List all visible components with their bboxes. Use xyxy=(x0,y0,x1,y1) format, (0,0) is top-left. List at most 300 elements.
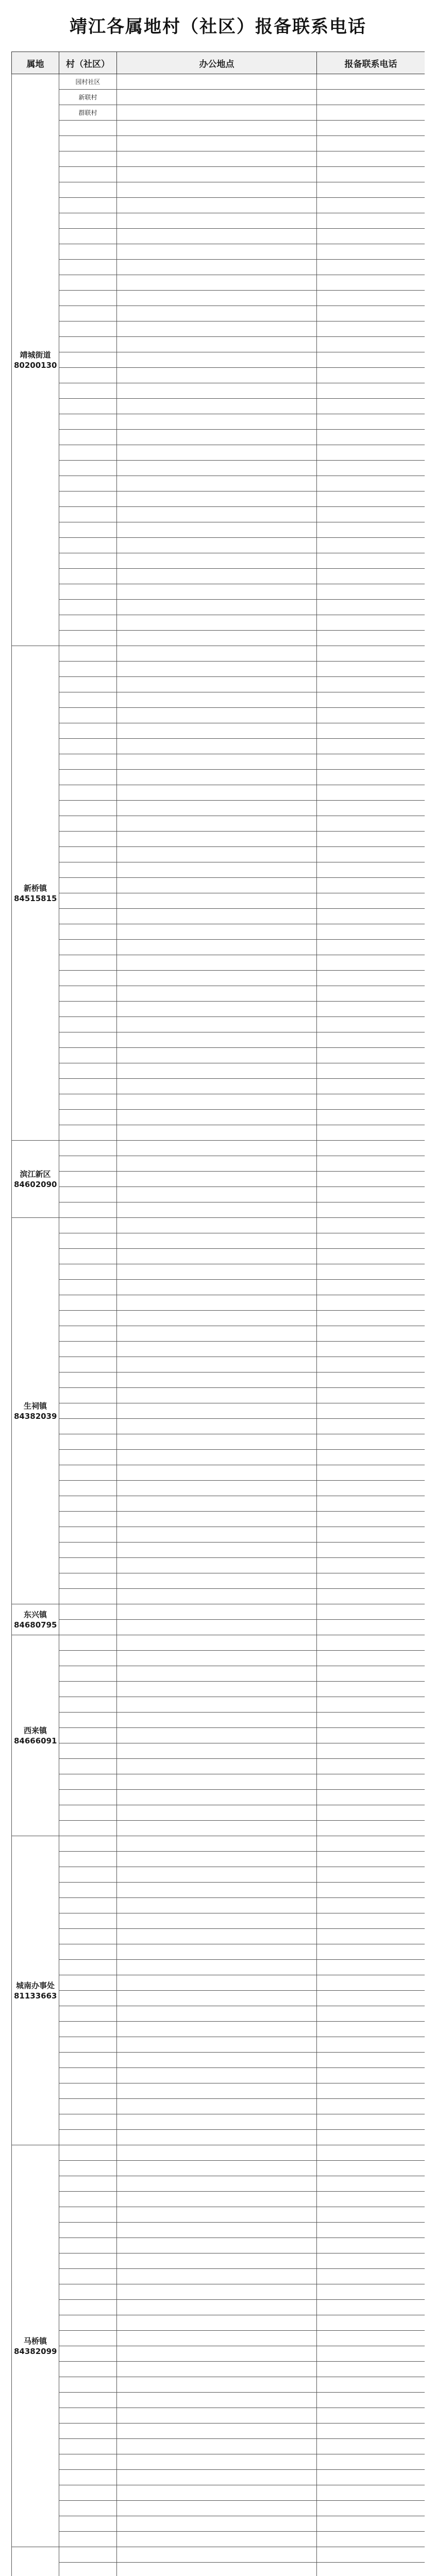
table-row xyxy=(12,832,425,847)
table-row xyxy=(12,986,425,1002)
office-cell xyxy=(117,445,317,461)
office-cell xyxy=(117,1713,317,1728)
village-cell xyxy=(59,1836,117,1852)
village-cell xyxy=(59,1883,117,1898)
village-cell xyxy=(59,2331,117,2346)
contact-cell xyxy=(317,2501,425,2516)
village-cell xyxy=(59,213,117,229)
office-cell xyxy=(117,2424,317,2439)
village-cell xyxy=(59,461,117,476)
table-row xyxy=(12,461,425,476)
office-cell xyxy=(117,1372,317,1388)
office-cell xyxy=(117,1774,317,1790)
office-cell xyxy=(117,801,317,816)
contact-cell xyxy=(317,1372,425,1388)
office-cell xyxy=(117,291,317,306)
village-cell xyxy=(59,2114,117,2130)
office-cell xyxy=(117,1790,317,1805)
village-cell xyxy=(59,399,117,414)
table-row xyxy=(12,1898,425,1913)
contact-cell xyxy=(317,1063,425,1079)
table-row xyxy=(12,2238,425,2253)
contact-cell xyxy=(317,2563,425,2576)
table-row xyxy=(12,569,425,584)
office-cell xyxy=(117,955,317,971)
village-cell xyxy=(59,414,117,430)
office-cell xyxy=(117,754,317,770)
contact-cell xyxy=(317,476,425,492)
contact-cell xyxy=(317,1079,425,1094)
office-cell xyxy=(117,1589,317,1604)
village-cell xyxy=(59,1975,117,1991)
table-row xyxy=(12,2253,425,2269)
office-cell xyxy=(117,1002,317,1017)
contact-cell xyxy=(317,2284,425,2300)
village-cell xyxy=(59,1249,117,1264)
village-cell xyxy=(59,971,117,986)
table-row xyxy=(12,1743,425,1759)
contact-cell xyxy=(317,368,425,383)
table-row xyxy=(12,1156,425,1172)
table-row xyxy=(12,1342,425,1357)
village-cell xyxy=(59,2083,117,2099)
table-row xyxy=(12,1774,425,1790)
office-cell xyxy=(117,847,317,862)
office-cell xyxy=(117,1311,317,1326)
table-row xyxy=(12,1836,425,1852)
table-row xyxy=(12,213,425,229)
table-row xyxy=(12,2130,425,2145)
contact-cell xyxy=(317,1187,425,1202)
village-cell xyxy=(59,1682,117,1697)
contact-cell xyxy=(317,198,425,213)
village-cell xyxy=(59,2192,117,2207)
contact-cell xyxy=(317,878,425,893)
village-cell xyxy=(59,646,117,662)
office-cell xyxy=(117,1836,317,1852)
village-cell xyxy=(59,2253,117,2269)
village-cell xyxy=(59,2532,117,2547)
contact-cell xyxy=(317,1496,425,1512)
office-cell xyxy=(117,1063,317,1079)
contact-cell xyxy=(317,1975,425,1991)
table-row xyxy=(12,1944,425,1960)
office-cell xyxy=(117,1852,317,1867)
contact-cell xyxy=(317,74,425,90)
contact-cell xyxy=(317,2393,425,2408)
contact-cell xyxy=(317,1543,425,1558)
table-row xyxy=(12,1388,425,1403)
contact-cell xyxy=(317,1991,425,2006)
contact-cell xyxy=(317,2145,425,2161)
village-cell xyxy=(59,2300,117,2315)
contact-cell xyxy=(317,2470,425,2485)
contact-cell xyxy=(317,2192,425,2207)
table-row xyxy=(12,893,425,909)
contact-cell xyxy=(317,2331,425,2346)
table-row xyxy=(12,1852,425,1867)
village-cell xyxy=(59,522,117,538)
village-cell xyxy=(59,1867,117,1883)
village-cell xyxy=(59,1187,117,1202)
office-cell xyxy=(117,1975,317,1991)
village-cell xyxy=(59,430,117,445)
contact-cell xyxy=(317,1465,425,1481)
office-cell xyxy=(117,1218,317,1233)
village-cell xyxy=(59,955,117,971)
village-cell xyxy=(59,1697,117,1713)
village-cell xyxy=(59,1388,117,1403)
village-cell xyxy=(59,352,117,368)
office-cell xyxy=(117,739,317,754)
village-cell xyxy=(59,1790,117,1805)
table-row xyxy=(12,723,425,739)
village-cell xyxy=(59,2470,117,2485)
table-row xyxy=(12,2454,425,2470)
village-cell xyxy=(59,893,117,909)
table-row xyxy=(12,2284,425,2300)
office-cell xyxy=(117,383,317,399)
table-row xyxy=(12,2161,425,2176)
contact-cell xyxy=(317,1357,425,1372)
table-row xyxy=(12,1295,425,1311)
contact-cell xyxy=(317,986,425,1002)
office-cell xyxy=(117,2223,317,2238)
table-row xyxy=(12,2207,425,2223)
table-row xyxy=(12,1991,425,2006)
table-row xyxy=(12,2439,425,2454)
contact-cell xyxy=(317,2099,425,2114)
village-cell xyxy=(59,1172,117,1187)
table-row xyxy=(12,229,425,244)
contact-cell xyxy=(317,1620,425,1635)
village-cell xyxy=(59,2362,117,2377)
office-cell xyxy=(117,584,317,600)
village-cell xyxy=(59,198,117,213)
contact-cell xyxy=(317,785,425,801)
contact-cell xyxy=(317,151,425,167)
office-cell xyxy=(117,1326,317,1342)
office-cell xyxy=(117,1620,317,1635)
village-cell xyxy=(59,321,117,337)
office-cell xyxy=(117,1342,317,1357)
village-cell xyxy=(59,1604,117,1620)
table-row xyxy=(12,955,425,971)
table-row xyxy=(12,1187,425,1202)
village-cell: 园村社区 xyxy=(59,74,117,90)
table-row xyxy=(12,1805,425,1821)
table-row xyxy=(12,1311,425,1326)
contact-cell xyxy=(317,352,425,368)
region-cell: 西来镇 84666091 xyxy=(12,1635,59,1836)
village-cell xyxy=(59,260,117,275)
village-cell xyxy=(59,1125,117,1141)
contact-cell xyxy=(317,321,425,337)
table-row xyxy=(12,1249,425,1264)
village-cell xyxy=(59,1403,117,1419)
office-cell xyxy=(117,909,317,924)
table-row xyxy=(12,2485,425,2501)
village-cell xyxy=(59,383,117,399)
office-cell xyxy=(117,2192,317,2207)
contact-cell xyxy=(317,2532,425,2547)
table-row xyxy=(12,90,425,105)
village-cell xyxy=(59,229,117,244)
village-cell xyxy=(59,631,117,646)
office-cell xyxy=(117,1141,317,1156)
contact-cell xyxy=(317,2068,425,2083)
village-cell xyxy=(59,2346,117,2362)
contact-cell xyxy=(317,213,425,229)
contact-cell xyxy=(317,1125,425,1141)
village-cell xyxy=(59,2547,117,2563)
village-cell xyxy=(59,1913,117,1929)
table-row xyxy=(12,1419,425,1434)
table-row xyxy=(12,1048,425,1063)
village-cell xyxy=(59,1635,117,1651)
contact-cell xyxy=(317,1666,425,1682)
table-row xyxy=(12,1264,425,1280)
table-row xyxy=(12,2053,425,2068)
table-row xyxy=(12,2424,425,2439)
village-cell xyxy=(59,2454,117,2470)
village-cell xyxy=(59,368,117,383)
contact-cell xyxy=(317,862,425,878)
office-cell xyxy=(117,2563,317,2576)
contact-cell xyxy=(317,507,425,522)
table-row xyxy=(12,1697,425,1713)
office-cell xyxy=(117,1527,317,1543)
contact-cell xyxy=(317,955,425,971)
table-row xyxy=(12,862,425,878)
office-cell xyxy=(117,2408,317,2424)
office-cell xyxy=(117,1898,317,1913)
contact-cell xyxy=(317,1512,425,1527)
table-row xyxy=(12,1110,425,1125)
table-row xyxy=(12,2346,425,2362)
office-cell xyxy=(117,321,317,337)
table-row xyxy=(12,1094,425,1110)
office-cell xyxy=(117,1357,317,1372)
table-row xyxy=(12,1620,425,1635)
village-cell xyxy=(59,662,117,677)
table-row xyxy=(12,677,425,692)
office-cell xyxy=(117,2532,317,2547)
village-cell xyxy=(59,1372,117,1388)
region-cell xyxy=(12,2547,59,2576)
table-row xyxy=(12,2022,425,2037)
office-cell xyxy=(117,2145,317,2161)
office-cell xyxy=(117,2238,317,2253)
contact-cell xyxy=(317,2377,425,2393)
office-cell xyxy=(117,2053,317,2068)
contact-cell xyxy=(317,492,425,507)
office-cell xyxy=(117,862,317,878)
contact-cell xyxy=(317,2547,425,2563)
village-cell xyxy=(59,2099,117,2114)
contact-cell xyxy=(317,2053,425,2068)
office-cell xyxy=(117,1434,317,1450)
region-cell: 滨江新区 84602090 xyxy=(12,1141,59,1218)
office-cell xyxy=(117,615,317,631)
table-row xyxy=(12,2068,425,2083)
table-row xyxy=(12,383,425,399)
contact-cell xyxy=(317,1481,425,1496)
contact-cell xyxy=(317,1094,425,1110)
table-row xyxy=(12,2501,425,2516)
village-cell xyxy=(59,1821,117,1836)
office-cell xyxy=(117,2207,317,2223)
village-cell xyxy=(59,847,117,862)
contact-cell xyxy=(317,2130,425,2145)
header-contact: 报备联系电话 xyxy=(317,52,425,74)
office-cell xyxy=(117,461,317,476)
table-row xyxy=(12,1465,425,1481)
table-row xyxy=(12,2145,425,2161)
table-row xyxy=(12,2408,425,2424)
village-cell xyxy=(59,2176,117,2192)
table-row xyxy=(12,600,425,615)
table-row xyxy=(12,136,425,151)
office-cell xyxy=(117,1202,317,1218)
office-cell xyxy=(117,1125,317,1141)
office-cell xyxy=(117,136,317,151)
office-cell xyxy=(117,492,317,507)
office-cell xyxy=(117,1960,317,1975)
village-cell xyxy=(59,940,117,955)
village-cell xyxy=(59,1543,117,1558)
office-cell xyxy=(117,1805,317,1821)
office-cell xyxy=(117,1094,317,1110)
village-cell xyxy=(59,2037,117,2053)
office-cell xyxy=(117,878,317,893)
village-cell xyxy=(59,1032,117,1048)
village-cell xyxy=(59,1713,117,1728)
table-row xyxy=(12,1929,425,1944)
village-cell xyxy=(59,677,117,692)
office-cell xyxy=(117,275,317,291)
page-title: 靖江各属地村（社区）报备联系电话 xyxy=(70,16,366,37)
village-cell xyxy=(59,2022,117,2037)
table-row xyxy=(12,708,425,723)
contact-cell xyxy=(317,1913,425,1929)
office-cell xyxy=(117,662,317,677)
table-row xyxy=(12,2269,425,2284)
contact-cell xyxy=(317,584,425,600)
village-cell xyxy=(59,1743,117,1759)
contact-cell xyxy=(317,2223,425,2238)
table-row xyxy=(12,584,425,600)
village-cell xyxy=(59,2393,117,2408)
village-cell xyxy=(59,1573,117,1589)
village-cell xyxy=(59,754,117,770)
village-cell xyxy=(59,1079,117,1094)
contact-table-wrapper xyxy=(11,52,425,2576)
contact-cell xyxy=(317,723,425,739)
office-cell xyxy=(117,2501,317,2516)
village-cell xyxy=(59,2238,117,2253)
office-cell xyxy=(117,2161,317,2176)
office-cell xyxy=(117,1156,317,1172)
village-cell xyxy=(59,878,117,893)
contact-cell xyxy=(317,1759,425,1774)
village-cell xyxy=(59,2563,117,2576)
office-cell xyxy=(117,1635,317,1651)
contact-cell xyxy=(317,1280,425,1295)
office-cell xyxy=(117,2516,317,2532)
contact-cell xyxy=(317,739,425,754)
village-cell xyxy=(59,2284,117,2300)
office-cell xyxy=(117,2547,317,2563)
office-cell xyxy=(117,2362,317,2377)
contact-cell xyxy=(317,909,425,924)
contact-cell xyxy=(317,1697,425,1713)
office-cell xyxy=(117,2253,317,2269)
table-row xyxy=(12,430,425,445)
table-row xyxy=(12,121,425,136)
village-cell xyxy=(59,2068,117,2083)
table-row xyxy=(12,2300,425,2315)
table-row xyxy=(12,1326,425,1342)
village-cell xyxy=(59,1512,117,1527)
village-cell xyxy=(59,1110,117,1125)
village-cell xyxy=(59,445,117,461)
office-cell xyxy=(117,1558,317,1573)
contact-cell xyxy=(317,754,425,770)
contact-cell xyxy=(317,1233,425,1249)
contact-cell xyxy=(317,244,425,260)
village-cell xyxy=(59,2161,117,2176)
table-row xyxy=(12,352,425,368)
office-cell xyxy=(117,2176,317,2192)
table-row xyxy=(12,1573,425,1589)
table-row xyxy=(12,2114,425,2130)
office-cell xyxy=(117,971,317,986)
contact-cell xyxy=(317,1017,425,1032)
table-row xyxy=(12,1960,425,1975)
table-row xyxy=(12,2223,425,2238)
village-cell xyxy=(59,2006,117,2022)
office-cell xyxy=(117,399,317,414)
table-row xyxy=(12,1063,425,1079)
table-row xyxy=(12,553,425,569)
office-cell xyxy=(117,1496,317,1512)
table-row xyxy=(12,662,425,677)
region-cell: 马桥镇 84382099 xyxy=(12,2145,59,2547)
contact-cell xyxy=(317,229,425,244)
office-cell xyxy=(117,121,317,136)
table-row xyxy=(12,1790,425,1805)
contact-cell xyxy=(317,1558,425,1573)
contact-cell xyxy=(317,2207,425,2223)
office-cell xyxy=(117,213,317,229)
contact-cell xyxy=(317,399,425,414)
table-row xyxy=(12,1604,425,1620)
table-row xyxy=(12,1172,425,1187)
office-cell xyxy=(117,785,317,801)
village-cell xyxy=(59,2223,117,2238)
table-row xyxy=(12,1357,425,1372)
region-cell: 东兴镇 84680795 xyxy=(12,1604,59,1635)
office-cell xyxy=(117,816,317,832)
village-cell xyxy=(59,136,117,151)
contact-cell xyxy=(317,631,425,646)
contact-cell xyxy=(317,1141,425,1156)
village-cell xyxy=(59,1666,117,1682)
office-cell xyxy=(117,1032,317,1048)
contact-cell xyxy=(317,1805,425,1821)
contact-cell xyxy=(317,291,425,306)
